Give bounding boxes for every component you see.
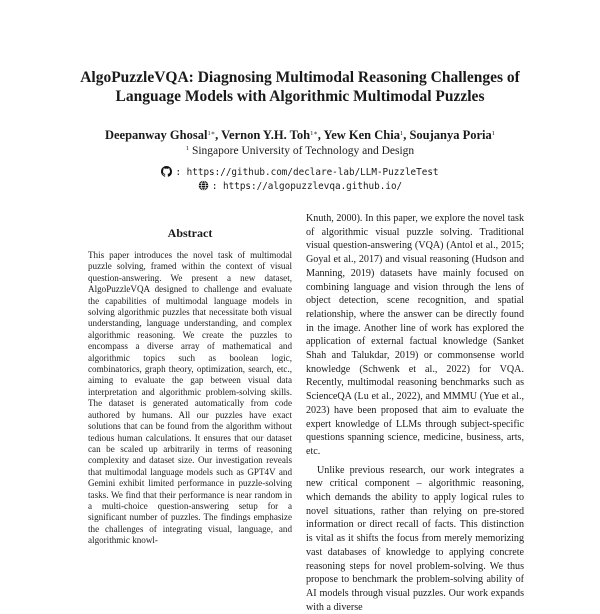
abstract-heading: Abstract — [167, 226, 213, 240]
github-link[interactable]: https://github.com/declare-lab/LLM-PuzzleTest — [186, 167, 439, 178]
author-mark: 1 — [491, 130, 496, 137]
github-link-row: : https://github.com/declare-lab/LLM-PuzzleTest — [0, 166, 600, 179]
body-paragraph: Knuth, 2000). In this paper, we explore the novel task of algorithmic visual puzzle solving. Traditional visual question-answering (VQA) (Antol et al., 2015; Goyal et al., 2017) and visual reasoning (Hudson and Manning, 2019) datasets have mainly focused on combining language and vision through the lens of object detection, scene recognition, and spatial relationship, where the answer can be directly found in the image. Another line of work has explored the application of external factual knowledge (Sanket Shah and Talukdar, 2019) or commonsense world knowledge (Schwenk et al., 2022) for VQA. Recently, multimodal reasoning benchmarks such as ScienceQA (Lu et al., 2022), and MMMU (Yue et al., 2023) have been proposed that aim to evaluate the expert knowledge of LLMs through subject-specific questions spanning science, medicine, business, arts, etc. — [306, 213, 524, 457]
author-mark: 1∗ — [207, 130, 216, 137]
author-name: Yew Ken Chia — [323, 128, 400, 142]
author-name: Soujanya Poria — [409, 128, 492, 142]
author-list: Deepanway Ghosal$^{1∗}$, Vernon Y.H. Toh$^{1∗}$, Yew Ken Chia$^1$, Soujanya Poria$^1$ — [104, 128, 496, 142]
title-line-2: Language Models with Algorithmic Multimodal Puzzles — [115, 88, 485, 105]
title-line-1: AlgoPuzzleVQA: Diagnosing Multimodal Reasoning Challenges of — [80, 69, 520, 86]
author-mark: 1 — [399, 130, 404, 137]
paper-title — [40, 68, 560, 106]
globe-icon — [198, 180, 209, 191]
author-name: Deepanway Ghosal — [104, 128, 208, 142]
intro-column — [306, 212, 524, 614]
website-link-row: : https://algopuzzlevqa.github.io/ — [0, 180, 600, 193]
author-name: Vernon Y.H. Toh — [221, 128, 311, 142]
abstract-body: This paper introduces the novel task of multimodal puzzle solving, framed within the context of visual question-answering. We present a new dataset, AlgoPuzzleVQA designed to challenge and evaluate the capabilities of multimodal language models in solving algorithmic puzzles that necessitate both visual understanding, language understanding, and complex algorithmic reasoning. We create the puzzles to encompass a diverse array of mathematical and algorithmic topics such as boolean logic, combinatorics, graph theory, optimization, search, etc., aiming to evaluate the gap between visual data interpretation and algorithmic problem-solving skills. The dataset is generated automatically from code authored by humans. All our puzzles have exact solutions that can be found from the algorithm without tedious human calculations. It ensures that our dataset can be scaled up arbitrarily in terms of reasoning complexity and dataset size. Our investigation reveals that multimodal language models such as GPT4V and Gemini exhibit limited performance in puzzle-solving tasks. We find that their performance is near random in a multi-choice question-answering setup for a significant number of puzzles. The findings emphasize the challenges of integrating visual, language, and algorithmic knowl- — [88, 250, 292, 546]
website-link[interactable]: https://algopuzzlevqa.github.io/ — [223, 181, 403, 192]
affiliation-name: Singapore University of Technology and Design — [191, 145, 415, 157]
affiliation-mark: 1 — [185, 145, 190, 152]
body-paragraph: Unlike previous research, our work integrates a new critical component – algorithmic reasoning, which demands the ability to apply logical rules to novel situations, rather than relying on pre-stored information or direct recall of facts. This distinction is vital as it shifts the focus from merely memorizing vast databases of knowledge to applying concrete reasoning steps for novel problem-solving. We thus propose to benchmark the problem-solving ability of AI models through visual puzzles. Our work expands with a diverse — [306, 464, 524, 613]
affiliation — [40, 144, 560, 158]
github-icon — [161, 166, 172, 177]
author-mark: 1∗ — [310, 130, 318, 137]
